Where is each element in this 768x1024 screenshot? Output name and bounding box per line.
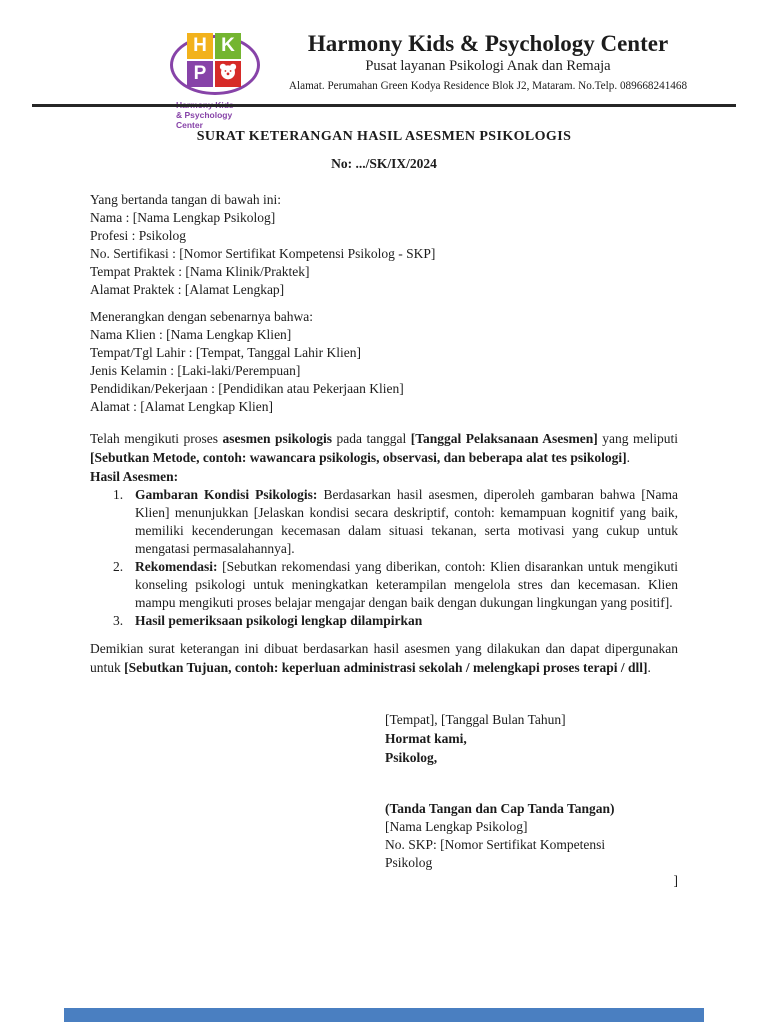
skp-number-line: No. SKP: [Nomor Sertifikat Kompetensi: [385, 837, 606, 852]
clinic-name: Harmony Kids & Psychology Center: [307, 31, 669, 56]
clinic-tagline: Pusat layanan Psikologi Anak dan Remaja: [365, 58, 611, 74]
role-line: Psikolog,: [385, 750, 438, 765]
text-segment: yang meliputi: [597, 431, 678, 446]
logo-tile-p: P: [187, 61, 213, 87]
results-heading: Hasil Asesmen:: [90, 469, 179, 484]
results-list: [90, 486, 678, 630]
text-segment: Berdasarkan hasil asesmen, diperoleh gambaran bahwa [Nama Klien] menunjukkan [Jelaskan kondisi secara deskriptif, contoh: kemampuan kognitif yang baik, memiliki kecenderungan kecemasan dalam situasi tekanan, serta motivasi yang cukup untuk mengatasi permasalahannya].: [135, 487, 678, 556]
letter-number: No: .../SK/IX/2024: [331, 156, 437, 171]
text-segment: [Sebutkan Metode, contoh: wawancara psikologis, observasi, dan beberapa alat tes psikologi]: [90, 450, 627, 465]
letterhead: [0, 0, 768, 130]
client-line: Jenis Kelamin : [Laki-laki/Perempuan]: [90, 363, 301, 378]
letter-title: SURAT KETERANGAN HASIL ASESMEN PSIKOLOGIS: [196, 129, 572, 144]
text-segment: .: [626, 450, 631, 465]
text-segment: [Tanggal Pelaksanaan Asesmen]: [410, 431, 598, 446]
signatory-section: [90, 191, 678, 299]
text-segment: [Sebutkan Tujuan, contoh: keperluan administrasi sekolah / melengkapi proses terapi / dll]: [124, 660, 648, 675]
signatory-intro: Yang bertanda tangan di bawah ini:: [90, 192, 281, 207]
skp-number-line: Psikolog: [385, 855, 433, 870]
client-intro: Menerangkan dengan sebenarnya bahwa:: [90, 309, 314, 324]
bear-face-icon: [217, 60, 239, 88]
client-line: Alamat : [Alamat Lengkap Klien]: [90, 399, 273, 414]
psychologist-name-line: [Nama Lengkap Psikolog]: [385, 819, 528, 834]
signature-block: [385, 710, 678, 872]
letter-body: [90, 107, 678, 890]
text-segment: Demikian surat keterangan ini dibuat berdasarkan hasil asesmen yang dilakukan dan dapat dipergunakan untuk: [90, 641, 678, 675]
trailing-bracket: ]: [673, 873, 678, 888]
logo-mark: [170, 33, 260, 93]
salutation-line: Hormat kami,: [385, 731, 467, 746]
signatory-line: Profesi : Psikolog: [90, 228, 187, 243]
logo-caption-line: & Psychology: [176, 110, 233, 120]
closing-paragraph: [90, 639, 678, 677]
client-section: [90, 308, 678, 416]
signatory-line: Tempat Praktek : [Nama Klinik/Praktek]: [90, 264, 310, 279]
text-segment: pada tanggal: [332, 431, 411, 446]
signatory-line: Alamat Praktek : [Alamat Lengkap]: [90, 282, 285, 297]
stamp-group: [385, 800, 678, 872]
text-segment: Gambaran Kondisi Psikologis:: [135, 487, 318, 502]
item-text: [135, 558, 678, 612]
text-segment: Rekomendasi:: [135, 559, 218, 574]
letterhead-text: [250, 31, 726, 93]
text-segment: .: [647, 660, 651, 675]
clinic-address: Alamat. Perumahan Green Kodya Residence Blok J2, Mataram. No.Telp. 089668241468: [288, 80, 688, 92]
signatory-line: No. Sertifikasi : [Nomor Sertifikat Kompetensi Psikolog - SKP]: [90, 246, 436, 261]
text-segment: asesmen psikologis: [222, 431, 333, 446]
result-item: [90, 486, 678, 558]
next-page-edge: [64, 1008, 704, 1022]
text-segment: Telah mengikuti proses: [90, 431, 223, 446]
item-marker: 3.: [113, 613, 124, 628]
signature-space: [385, 767, 678, 800]
logo-tile-bear: [215, 61, 241, 87]
result-item: [90, 558, 678, 612]
logo-tile-grid: [187, 33, 241, 87]
client-line: Nama Klien : [Nama Lengkap Klien]: [90, 327, 292, 342]
text-segment: Hasil pemeriksaan psikologi lengkap dilampirkan: [135, 613, 423, 628]
assessment-section: [90, 429, 678, 630]
item-marker: 1.: [113, 487, 124, 502]
item-text: [135, 486, 678, 558]
logo-caption-line: Center: [176, 120, 203, 130]
logo-tile-h: H: [187, 33, 213, 59]
result-item: [90, 612, 678, 630]
client-line: Pendidikan/Pekerjaan : [Pendidikan atau Pekerjaan Klien]: [90, 381, 404, 396]
logo-tile-k: K: [215, 33, 241, 59]
place-date-line: [Tempat], [Tanggal Bulan Tahun]: [385, 712, 566, 727]
assessment-intro-paragraph: [90, 429, 678, 467]
stamp-note-line: (Tanda Tangan dan Cap Tanda Tangan): [385, 801, 615, 816]
item-text: [135, 612, 678, 630]
item-marker: 2.: [113, 559, 124, 574]
text-segment: [Sebutkan rekomendasi yang diberikan, contoh: Klien disarankan untuk mengikuti konseling psikologi untuk meningkatkan keterampilan mengelola stres dan kecemasan. Klien mampu mengikuti proses belajar mengajar dengan baik dengan dukungan lingkungan yang positif].: [135, 559, 678, 610]
client-line: Tempat/Tgl Lahir : [Tempat, Tanggal Lahir Klien]: [90, 345, 361, 360]
signatory-line: Nama : [Nama Lengkap Psikolog]: [90, 210, 276, 225]
